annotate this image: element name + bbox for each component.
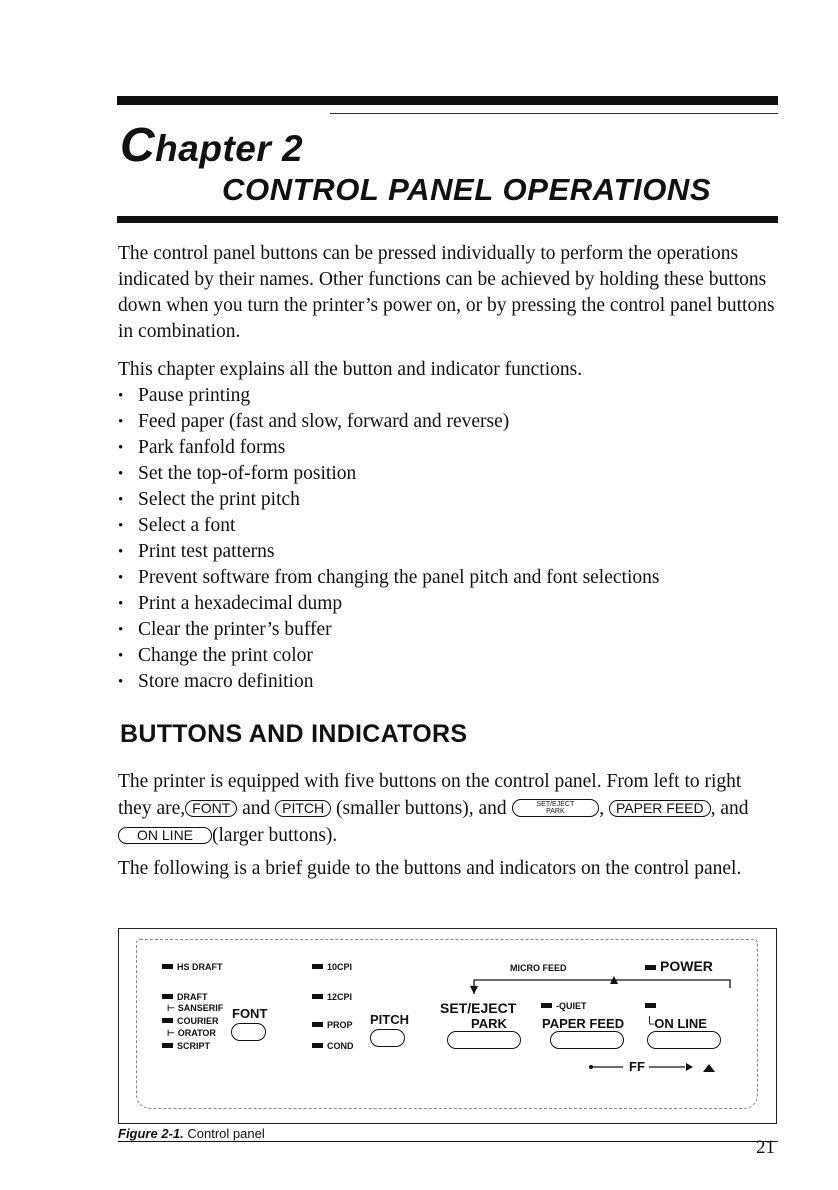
pitch-button[interactable]: [370, 1029, 405, 1047]
function-list: [118, 383, 778, 695]
indicator-cond: COND: [312, 1041, 354, 1051]
list-item: • Prevent software from changing the panel pitch and font selections: [118, 565, 778, 591]
page-number: 21: [756, 1137, 775, 1158]
list-item: • Select a font: [118, 513, 778, 539]
guide-paragraph: The following is a brief guide to the buttons and indicators on the control panel.: [118, 858, 742, 879]
tree-branch-icon: ⊢: [167, 1028, 178, 1038]
setject-label: SET/EJECT: [440, 1000, 517, 1016]
section-heading: BUTTONS AND INDICATORS: [120, 720, 468, 748]
list-item: • Set the top-of-form position: [118, 461, 778, 487]
tree-branch-icon: ⊢: [167, 1003, 178, 1013]
setject-button-top: SET/EJECT: [536, 801, 575, 808]
list-item: • Print test patterns: [118, 539, 778, 565]
indicator-orator: [167, 1028, 216, 1039]
indicator-hs-draft: HS DRAFT: [162, 962, 223, 972]
list-item: • Print a hexadecimal dump: [118, 591, 778, 617]
online-label: [645, 1016, 707, 1031]
figure-caption: [118, 1126, 265, 1141]
online-button-glyph: ON LINE: [118, 827, 212, 844]
paperfeed-button-glyph: PAPER FEED: [609, 800, 711, 817]
indicator-quiet: -QUIET: [541, 1001, 587, 1011]
list-item: • Change the print color: [118, 643, 778, 669]
indicator-12cpi: 12CPI: [312, 992, 352, 1002]
indicator-sanserif-label: SANSERIF: [177, 1003, 224, 1013]
indicator-prop: PROP: [312, 1020, 353, 1030]
top-rule: [117, 96, 778, 105]
ff-label: FF: [629, 1059, 645, 1074]
buttons-text-a: The printer is equipped with five buttons on the control panel. From left to right they are,: [118, 771, 742, 819]
setject-park-button[interactable]: [447, 1031, 521, 1049]
online-label-text: ON LINE: [654, 1016, 707, 1031]
top-thin-rule: [330, 113, 778, 114]
chapter-initial: C: [120, 119, 156, 172]
list-item: • Select the print pitch: [118, 487, 778, 513]
ff-combo-arrow-icon: [587, 1058, 727, 1076]
park-label: PARK: [471, 1016, 507, 1031]
figure-caption-text: Control panel: [187, 1126, 265, 1141]
title-rule: [117, 216, 778, 223]
figure-frame: [118, 928, 777, 1124]
indicator-script: SCRIPT: [162, 1041, 210, 1051]
list-item: • Park fanfold forms: [118, 435, 778, 461]
indicator-power: POWER: [645, 958, 713, 974]
footer-rule: [118, 1141, 778, 1142]
buttons-text-c: (larger buttons).: [212, 825, 338, 846]
buttons-paragraph: The printer is equipped with five buttons on the control panel. From left to right they are, FONT and PITCH (smaller buttons), and SET/EJECT PARK , PAPER FEED , and ON LINE (larger buttons).: [118, 771, 749, 846]
font-label: FONT: [232, 1006, 268, 1021]
figure-number: Figure 2-1.: [118, 1126, 184, 1141]
buttons-text-and: and: [242, 798, 271, 819]
indicator-orator-label: ORATOR: [177, 1028, 216, 1038]
online-button[interactable]: [647, 1031, 721, 1049]
list-item: • Pause printing: [118, 383, 778, 409]
setject-button-bottom: PARK: [546, 808, 565, 815]
pitch-label: PITCH: [370, 1012, 409, 1027]
font-button-glyph: FONT: [185, 800, 237, 817]
paperfeed-label: PAPER FEED: [542, 1016, 625, 1031]
indicator-online: [645, 1001, 660, 1011]
indicator-draft: DRAFT: [162, 992, 208, 1002]
chapter-title: CONTROL PANEL OPERATIONS: [222, 172, 712, 207]
control-panel: [136, 939, 758, 1109]
micro-feed-bracket-icon: [467, 974, 737, 996]
buttons-text-and2: , and: [710, 798, 749, 819]
buttons-text-b: (smaller buttons), and: [336, 798, 507, 819]
indicator-sanserif: [167, 1003, 223, 1014]
micro-feed-label: MICRO FEED: [510, 963, 567, 973]
indicator-10cpi: 10CPI: [312, 962, 352, 972]
font-button[interactable]: [231, 1023, 266, 1041]
list-item: • Clear the printer’s buffer: [118, 617, 778, 643]
indicator-courier: COURIER: [162, 1016, 219, 1026]
list-item: • Feed paper (fast and slow, forward and reverse): [118, 409, 778, 435]
pitch-button-glyph: PITCH: [275, 800, 331, 817]
paperfeed-button[interactable]: [550, 1031, 624, 1049]
intro-lead: This chapter explains all the button and indicator functions.: [118, 359, 583, 380]
intro-paragraph: The control panel buttons can be pressed individually to perform the operations indicated by their names. Other functions can be achieved by holding these buttons down when you turn the printer’s power on, or by pressing the control panel buttons in combination.: [118, 243, 775, 342]
setject-button-glyph: [512, 799, 600, 817]
list-item: • Store macro definition: [118, 669, 778, 695]
corner-icon: └: [645, 1016, 655, 1031]
chapter-heading: [120, 118, 303, 173]
chapter-number: hapter 2: [155, 128, 304, 169]
